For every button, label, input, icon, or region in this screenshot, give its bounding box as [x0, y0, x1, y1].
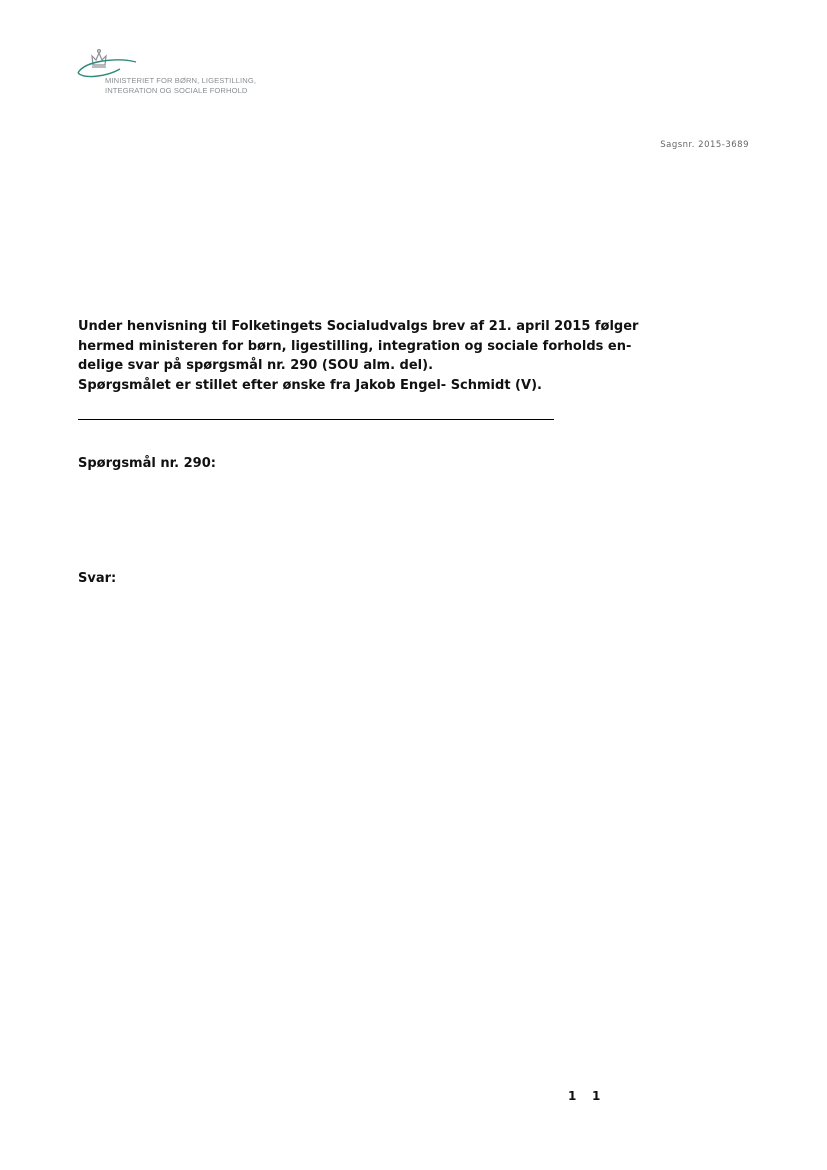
answer-heading: Svar: — [78, 571, 117, 586]
separator-line — [78, 419, 554, 420]
page-number-total: 1 — [592, 1089, 601, 1103]
ministry-name-line-1: MINISTERIET FOR BØRN, LIGESTILLING, — [105, 76, 257, 85]
ministry-name — [105, 76, 256, 96]
intro-line: Under henvisning til Folketingets Socialudvalgs brev af 21. april 2015 følger — [78, 319, 639, 334]
page-number-current: 1 — [568, 1089, 577, 1103]
intro-line: delige svar på spørgsmål nr. 290 (SOU alm. del). — [78, 358, 434, 373]
case-number: Sagsnr. 2015-3689 — [660, 140, 749, 150]
ministry-logo — [76, 47, 276, 99]
intro-line: Spørgsmålet er stillet efter ønske fra Jakob Engel- Schmidt (V). — [78, 377, 542, 393]
ministry-name-line-2: INTEGRATION OG SOCIALE FORHOLD — [105, 86, 248, 95]
question-heading: Spørgsmål nr. 290: — [78, 456, 216, 471]
intro-paragraph — [78, 317, 639, 395]
intro-line: hermed ministeren for børn, ligestilling, integration og sociale forholds en- — [78, 338, 632, 354]
